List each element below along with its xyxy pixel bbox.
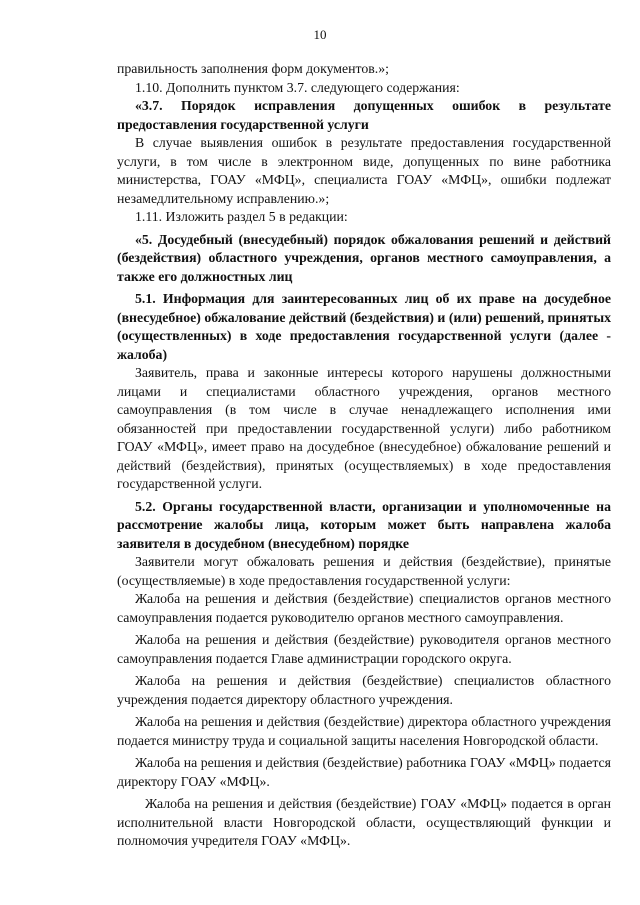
paragraph-complaint-local-head: Жалоба на решения и действия (бездействие) руководителя органов местного самоуправления подается Главе администрации городского округа. [117,632,611,666]
document-body [117,60,611,851]
paragraph-complaint-regional-specialists: Жалоба на решения и действия (бездействие) специалистов областного учреждения подается директору областного учреждения. [117,673,611,707]
page-number: 10 [313,27,327,42]
paragraph-complaint-local-specialists: Жалоба на решения и действия (бездействие) специалистов органов местного самоуправления подается руководителю органов местного самоуправления. [117,591,611,625]
heading-3-7: «3.7. Порядок исправления допущенных ошибок в результате предоставления государственной услуги [117,98,611,132]
paragraph-item-1-11: 1.11. Изложить раздел 5 в редакции: [135,209,348,224]
paragraph-complaint-mfc: Жалоба на решения и действия (бездействие) ГОАУ «МФЦ» подается в орган исполнительной власти Новгородской области, осуществляющий функции и полномочия учредителя ГОАУ «МФЦ». [117,796,611,848]
heading-section-5: «5. Досудебный (внесудебный) порядок обжалования решений и действий (бездействия) областного учреждения, органов местного самоуправления, а также его должностных лиц [117,231,611,284]
heading-5-2: 5.2. Органы государственной власти, организации и уполномоченные на рассмотрение жалобы лица, которым может быть направлена жалоба заявителя в досудебном (внесудебном) порядке [117,498,611,551]
heading-5-1: 5.1. Информация для заинтересованных лиц об их праве на досудебное (внесудебное) обжалование действий (бездействия) и (или) решений, принятых (осуществленных) в ходе предоставления государственной услуги (далее - жалоба) [117,291,611,362]
paragraph-continuation: правильность заполнения форм документов.»; [117,61,389,76]
paragraph-item-1-10: 1.10. Дополнить пунктом 3.7. следующего содержания: [135,79,460,95]
paragraph-errors-correction: В случае выявления ошибок в результате предоставления государственной услуги, в том числе в электронном виде, допущенных по вине работника министерства, ГОАУ «МФЦ», специалиста ГОАУ «МФЦ», ошибки подлежат незамедлительному исправлению.»; [117,135,611,206]
paragraph-appeal-intro: Заявители могут обжаловать решения и действия (бездействие), принятые (осуществляемые) в ходе предоставления государственной услуги: [117,554,611,588]
paragraph-complaint-mfc-worker: Жалоба на решения и действия (бездействие) работника ГОАУ «МФЦ» подается директору ГОАУ «МФЦ». [117,755,611,789]
paragraph-applicant-rights: Заявитель, права и законные интересы которого нарушены должностными лицами и специалистами областного учреждения, органов местного самоуправления (в том числе в случае ненадлежащего исполнения ими обязанностей при предоставлении государственной услуги) либо работником ГОАУ «МФЦ», имеет право на досудебное (внесудебное) обжалование решений и действий (бездействия), принятых (осуществляемых) в ходе предоставления государственной услуги. [117,365,611,491]
paragraph-complaint-regional-director: Жалоба на решения и действия (бездействие) директора областного учреждения подается министру труда и социальной защиты населения Новгородской области. [117,714,611,748]
